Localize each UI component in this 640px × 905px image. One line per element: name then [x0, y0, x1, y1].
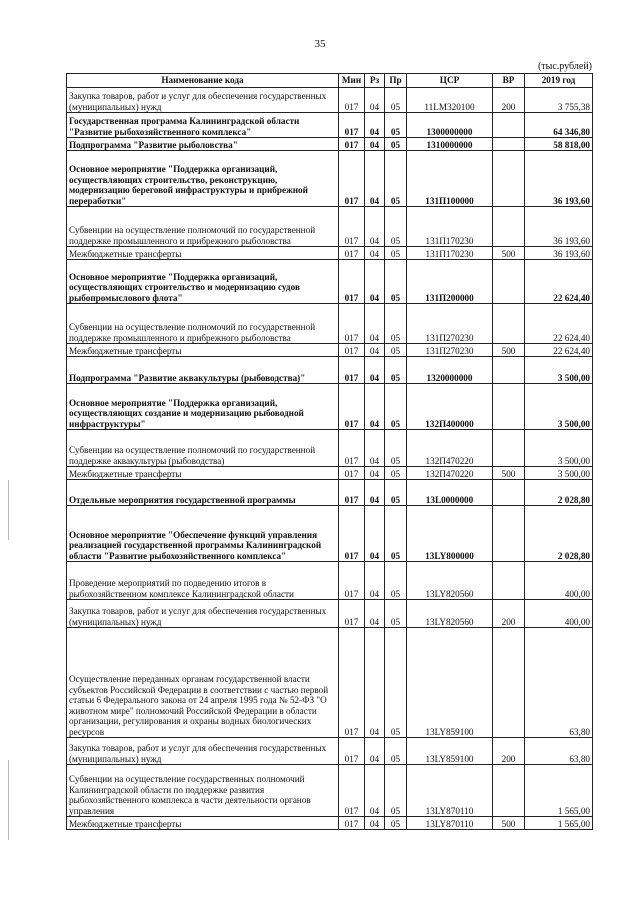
cell-csr: 13LY859100 — [407, 738, 493, 765]
cell-pr: 05 — [385, 738, 407, 765]
cell-csr: 13LY820560 — [407, 600, 493, 628]
cell-min: 017 — [339, 467, 365, 480]
cell-rz: 04 — [365, 384, 385, 430]
cell-amount: 3 500,00 — [525, 384, 593, 430]
cell-pr: 05 — [385, 138, 407, 151]
cell-csr: 13LY800000 — [407, 506, 493, 562]
table-row — [67, 738, 593, 765]
cell-rz: 04 — [365, 88, 385, 113]
cell-rz: 04 — [365, 765, 385, 817]
cell-rz: 04 — [365, 600, 385, 628]
cell-rz: 04 — [365, 138, 385, 151]
cell-csr: 11LM320100 — [407, 88, 493, 113]
cell-name: Отдельные мероприятия государственной программы — [67, 480, 339, 506]
page-number: 35 — [314, 38, 326, 50]
scan-margin-mark — [8, 480, 9, 540]
cell-amount: 22 624,40 — [525, 260, 593, 304]
cell-csr: 13L0000000 — [407, 480, 493, 506]
cell-name: Основное мероприятие "Обеспечение функций управления реализацией государственной программы Калининградской области "Развитие рыбохозяйственного комплекса" — [67, 506, 339, 562]
scan-margin-mark — [8, 760, 9, 840]
cell-min: 017 — [339, 430, 365, 467]
cell-name: Проведение мероприятий по подведению итогов в рыбохозяйственном комплексе Калининградской области — [67, 562, 339, 600]
table-row — [67, 480, 593, 506]
cell-csr: 132П470220 — [407, 430, 493, 467]
cell-min: 017 — [339, 480, 365, 506]
cell-pr: 05 — [385, 357, 407, 384]
cell-rz: 04 — [365, 113, 385, 138]
header-year: 2019 год — [525, 74, 593, 88]
cell-csr: 132П470220 — [407, 467, 493, 480]
cell-vr — [493, 138, 525, 151]
budget-table — [66, 73, 593, 830]
table-row — [67, 628, 593, 738]
cell-min: 017 — [339, 113, 365, 138]
cell-csr: 131П170230 — [407, 247, 493, 260]
table-row — [67, 138, 593, 151]
cell-vr — [493, 765, 525, 817]
cell-amount: 3 500,00 — [525, 357, 593, 384]
table-row — [67, 151, 593, 207]
cell-rz: 04 — [365, 738, 385, 765]
cell-vr — [493, 480, 525, 506]
cell-name: Осуществление переданных органам государственной власти субъектов Российской Федерации в соответствии с частью первой статьи 6 Федерального закона от 24 апреля 1995 года № 52-ФЗ "О животном мире" полномочий Российской Федерации в области организации, регулирования и охраны водных биологических ресурсов — [67, 628, 339, 738]
table-row — [67, 357, 593, 384]
cell-amount: 36 193,60 — [525, 207, 593, 247]
cell-name: Субвенции на осуществление государственных полномочий Калининградской области по поддержке развития рыбохозяйственного комплекса в части деятельности органов управления — [67, 765, 339, 817]
cell-vr: 500 — [493, 467, 525, 480]
cell-name: Основное мероприятие "Поддержка организаций, осуществляющих создание и модернизацию рыбоводной инфраструктуры" — [67, 384, 339, 430]
cell-name: Межбюджетные трансферты — [67, 817, 339, 830]
table-row — [67, 304, 593, 344]
cell-amount: 3 500,00 — [525, 467, 593, 480]
header-vr: ВР — [493, 74, 525, 88]
cell-name: Основное мероприятие "Поддержка организаций, осуществляющих строительство и модернизацию судов рыбопромыслового флота" — [67, 260, 339, 304]
cell-csr: 13LY820560 — [407, 562, 493, 600]
cell-vr — [493, 207, 525, 247]
cell-vr: 500 — [493, 817, 525, 830]
cell-name: Субвенции на осуществление полномочий по государственной поддержке промышленного и прибрежного рыболовства — [67, 304, 339, 344]
cell-vr: 200 — [493, 88, 525, 113]
cell-csr: 13LY870110 — [407, 765, 493, 817]
cell-amount: 64 346,80 — [525, 113, 593, 138]
table-row — [67, 817, 593, 830]
cell-amount: 3 755,38 — [525, 88, 593, 113]
cell-csr: 132П400000 — [407, 384, 493, 430]
header-min: Мин — [339, 74, 365, 88]
table-row — [67, 506, 593, 562]
cell-rz: 04 — [365, 207, 385, 247]
header-csr: ЦСР — [407, 74, 493, 88]
cell-vr: 200 — [493, 738, 525, 765]
cell-csr: 13LY859100 — [407, 628, 493, 738]
cell-vr — [493, 506, 525, 562]
table-row — [67, 600, 593, 628]
cell-pr: 05 — [385, 467, 407, 480]
cell-csr: 131П270230 — [407, 344, 493, 357]
cell-pr: 05 — [385, 384, 407, 430]
cell-pr: 05 — [385, 113, 407, 138]
table-row — [67, 113, 593, 138]
cell-pr: 05 — [385, 562, 407, 600]
cell-rz: 04 — [365, 357, 385, 384]
cell-min: 017 — [339, 562, 365, 600]
cell-pr: 05 — [385, 247, 407, 260]
units-label: (тыс.рублей) — [537, 61, 592, 72]
cell-amount: 58 818,00 — [525, 138, 593, 151]
cell-min: 017 — [339, 260, 365, 304]
cell-rz: 04 — [365, 562, 385, 600]
cell-amount: 63,80 — [525, 738, 593, 765]
cell-pr: 05 — [385, 765, 407, 817]
cell-vr — [493, 113, 525, 138]
cell-name: Межбюджетные трансферты — [67, 467, 339, 480]
cell-pr: 05 — [385, 430, 407, 467]
cell-min: 017 — [339, 344, 365, 357]
cell-min: 017 — [339, 138, 365, 151]
cell-vr — [493, 430, 525, 467]
cell-vr — [493, 562, 525, 600]
cell-min: 017 — [339, 765, 365, 817]
cell-min: 017 — [339, 384, 365, 430]
cell-pr: 05 — [385, 207, 407, 247]
cell-min: 017 — [339, 357, 365, 384]
cell-rz: 04 — [365, 506, 385, 562]
cell-min: 017 — [339, 151, 365, 207]
cell-amount: 1 565,00 — [525, 765, 593, 817]
cell-pr: 05 — [385, 344, 407, 357]
cell-csr: 131П100000 — [407, 151, 493, 207]
cell-rz: 04 — [365, 480, 385, 506]
cell-amount: 22 624,40 — [525, 304, 593, 344]
cell-vr: 500 — [493, 344, 525, 357]
cell-min: 017 — [339, 628, 365, 738]
table-row — [67, 247, 593, 260]
cell-amount: 3 500,00 — [525, 430, 593, 467]
header-rz: Рз — [365, 74, 385, 88]
cell-csr: 131П270230 — [407, 304, 493, 344]
table-row — [67, 344, 593, 357]
cell-rz: 04 — [365, 260, 385, 304]
cell-rz: 04 — [365, 467, 385, 480]
cell-rz: 04 — [365, 304, 385, 344]
cell-pr: 05 — [385, 600, 407, 628]
cell-amount: 63,80 — [525, 628, 593, 738]
cell-vr: 200 — [493, 600, 525, 628]
table-row — [67, 430, 593, 467]
cell-name: Межбюджетные трансферты — [67, 344, 339, 357]
cell-pr: 05 — [385, 151, 407, 207]
cell-min: 017 — [339, 304, 365, 344]
cell-pr: 05 — [385, 304, 407, 344]
cell-pr: 05 — [385, 480, 407, 506]
cell-csr: 1310000000 — [407, 138, 493, 151]
cell-name: Подпрограмма "Развитие аквакультуры (рыбоводства)" — [67, 357, 339, 384]
cell-csr: 131П170230 — [407, 207, 493, 247]
cell-vr: 500 — [493, 247, 525, 260]
table-row — [67, 562, 593, 600]
cell-rz: 04 — [365, 628, 385, 738]
cell-amount: 400,00 — [525, 562, 593, 600]
header-name: Наименование кода — [67, 74, 339, 88]
cell-min: 017 — [339, 738, 365, 765]
cell-min: 017 — [339, 600, 365, 628]
cell-pr: 05 — [385, 260, 407, 304]
cell-vr — [493, 628, 525, 738]
cell-vr — [493, 357, 525, 384]
cell-min: 017 — [339, 207, 365, 247]
cell-rz: 04 — [365, 817, 385, 830]
cell-min: 017 — [339, 506, 365, 562]
table-row — [67, 765, 593, 817]
cell-pr: 05 — [385, 628, 407, 738]
cell-amount: 400,00 — [525, 600, 593, 628]
cell-pr: 05 — [385, 506, 407, 562]
cell-name: Субвенции на осуществление полномочий по государственной поддержке промышленного и прибрежного рыболовства — [67, 207, 339, 247]
cell-csr: 1300000000 — [407, 113, 493, 138]
table-row — [67, 260, 593, 304]
cell-vr — [493, 151, 525, 207]
cell-name: Основное мероприятие "Поддержка организаций, осуществляющих строительство, реконструкцию, модернизацию береговой инфраструктуры и прибрежной переработки" — [67, 151, 339, 207]
cell-amount: 22 624,40 — [525, 344, 593, 357]
cell-name: Государственная программа Калининградской области "Развитие рыбохозяйственного комплекса" — [67, 113, 339, 138]
table-row — [67, 207, 593, 247]
cell-csr: 131П200000 — [407, 260, 493, 304]
cell-name: Субвенции на осуществление полномочий по государственной поддержке аквакультуры (рыбоводства) — [67, 430, 339, 467]
table-row — [67, 384, 593, 430]
cell-amount: 2 028,80 — [525, 506, 593, 562]
cell-vr — [493, 260, 525, 304]
cell-amount: 36 193,60 — [525, 247, 593, 260]
cell-pr: 05 — [385, 88, 407, 113]
header-pr: Пр — [385, 74, 407, 88]
table-header-row — [67, 74, 593, 88]
table-row — [67, 467, 593, 480]
cell-vr — [493, 304, 525, 344]
cell-pr: 05 — [385, 817, 407, 830]
table-body — [67, 88, 593, 830]
cell-name: Закупка товаров, работ и услуг для обеспечения государственных (муниципальных) нужд — [67, 88, 339, 113]
cell-name: Закупка товаров, работ и услуг для обеспечения государственных (муниципальных) нужд — [67, 600, 339, 628]
cell-rz: 04 — [365, 151, 385, 207]
cell-amount: 1 565,00 — [525, 817, 593, 830]
cell-amount: 36 193,60 — [525, 151, 593, 207]
table-row — [67, 88, 593, 113]
cell-min: 017 — [339, 817, 365, 830]
cell-min: 017 — [339, 88, 365, 113]
cell-name: Закупка товаров, работ и услуг для обеспечения государственных (муниципальных) нужд — [67, 738, 339, 765]
cell-csr: 13LY870110 — [407, 817, 493, 830]
cell-rz: 04 — [365, 344, 385, 357]
cell-csr: 1320000000 — [407, 357, 493, 384]
cell-min: 017 — [339, 247, 365, 260]
cell-vr — [493, 384, 525, 430]
cell-rz: 04 — [365, 430, 385, 467]
cell-amount: 2 028,80 — [525, 480, 593, 506]
cell-rz: 04 — [365, 247, 385, 260]
cell-name: Межбюджетные трансферты — [67, 247, 339, 260]
cell-name: Подпрограмма "Развитие рыболовства" — [67, 138, 339, 151]
